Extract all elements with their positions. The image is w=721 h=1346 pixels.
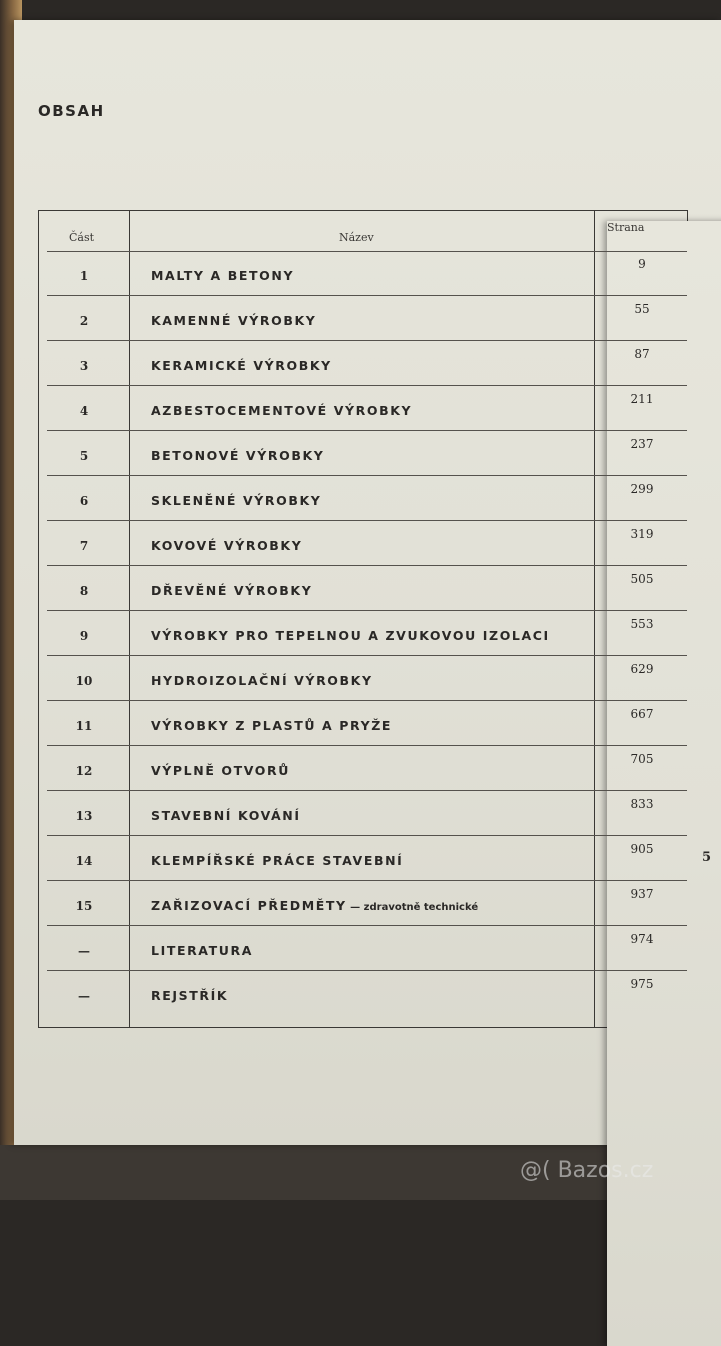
part-number: 4 [79, 404, 89, 418]
chapter-title-text: VÝROBKY Z PLASTŮ A PRYŽE [151, 718, 393, 733]
table-row [39, 251, 687, 296]
chapter-title [151, 763, 290, 778]
chapter-title [151, 403, 412, 418]
part-number: 2 [79, 314, 89, 328]
page-ref: 553 [630, 617, 654, 631]
chapter-title [151, 448, 324, 463]
part-number: 5 [79, 449, 89, 463]
chapter-title-text: KOVOVÉ VÝROBKY [151, 538, 303, 553]
chapter-title [151, 988, 228, 1003]
part-number: 11 [75, 719, 93, 733]
page-title: OBSAH [38, 102, 105, 120]
chapter-title-text: KLEMPÍŘSKÉ PRÁCE STAVEBNÍ [151, 853, 404, 868]
part-number: 10 [75, 674, 93, 688]
chapter-title-text: DŘEVĚNÉ VÝROBKY [151, 583, 313, 598]
part-number: 8 [79, 584, 89, 598]
table-header [39, 211, 687, 251]
chapter-title-text: KAMENNÉ VÝROBKY [151, 313, 317, 328]
chapter-title-text: HYDROIZOLAČNÍ VÝROBKY [151, 673, 373, 688]
page-ref: 905 [630, 842, 654, 856]
chapter-title-text: ZAŘIZOVACÍ PŘEDMĚTY [151, 898, 347, 913]
chapter-title [151, 583, 312, 598]
table-row [39, 656, 687, 701]
table-row [39, 926, 687, 971]
part-number: 3 [79, 359, 89, 373]
chapter-title [151, 853, 403, 868]
chapter-title [151, 358, 332, 373]
page-ref: 667 [630, 707, 654, 721]
table-row [39, 701, 687, 746]
page-ref: 319 [630, 527, 654, 541]
page-ref: 705 [630, 752, 654, 766]
part-number: 13 [75, 809, 93, 823]
part-number: 1 [79, 269, 89, 283]
page-ref: 505 [630, 572, 654, 586]
table-row [39, 971, 687, 1016]
part-number: 7 [79, 539, 89, 553]
header-page: Strana [607, 221, 721, 1346]
page-ref: 974 [630, 932, 654, 946]
chapter-title-text: MALTY A BETONY [151, 268, 295, 283]
page-ref: 237 [630, 437, 654, 451]
table-row [39, 431, 687, 476]
part-number: — [78, 989, 90, 1003]
chapter-title-text: BETONOVÉ VÝROBKY [151, 448, 325, 463]
chapter-title [151, 628, 550, 643]
header-part: Část [69, 231, 95, 244]
page-ref: 629 [630, 662, 654, 676]
page-ref: 9 [638, 257, 646, 271]
part-number: 14 [75, 854, 93, 868]
chapter-title-text: REJSTŘÍK [151, 988, 229, 1003]
table-row [39, 791, 687, 836]
chapter-title-text: AZBESTOCEMENTOVÉ VÝROBKY [151, 403, 413, 418]
page-ref: 211 [630, 392, 654, 406]
table-row [39, 476, 687, 521]
page-ref: 55 [634, 302, 650, 316]
table-row [39, 386, 687, 431]
watermark: @( Bazos.cz [520, 1158, 654, 1183]
chapter-title-text: STAVEBNÍ KOVÁNÍ [151, 808, 301, 823]
part-number: 15 [75, 899, 93, 913]
chapter-title [151, 898, 478, 913]
table-row [39, 611, 687, 656]
table-of-contents [38, 210, 688, 1028]
table-row [39, 341, 687, 386]
chapter-title [151, 493, 321, 508]
table-row [39, 836, 687, 881]
chapter-title-text: SKLENĚNÉ VÝROBKY [151, 493, 322, 508]
chapter-title-text: VÝPLNĚ OTVORŮ [151, 763, 291, 778]
header-name: Název [339, 231, 374, 244]
table-row [39, 521, 687, 566]
part-number: 6 [79, 494, 89, 508]
page-number: 5 [702, 850, 712, 865]
chapter-title [151, 268, 294, 283]
table-row [39, 881, 687, 926]
chapter-title-text: KERAMICKÉ VÝROBKY [151, 358, 332, 373]
page-ref: 299 [630, 482, 654, 496]
part-number: — [78, 944, 90, 958]
chapter-title [151, 313, 316, 328]
chapter-title-text: LITERATURA [151, 943, 253, 958]
chapter-subtitle: — zdravotně technické [346, 902, 479, 913]
table-row [39, 746, 687, 791]
table-row [39, 296, 687, 341]
chapter-title [151, 538, 302, 553]
chapter-title [151, 673, 373, 688]
page-ref: 975 [630, 977, 654, 991]
part-number: 12 [75, 764, 93, 778]
chapter-title [151, 943, 253, 958]
page-ref: 87 [634, 347, 650, 361]
chapter-title-text: VÝROBKY PRO TEPELNOU A ZVUKOVOU IZOLACI [151, 628, 550, 643]
chapter-title [151, 718, 392, 733]
part-number: 9 [79, 629, 89, 643]
table-row [39, 566, 687, 611]
book-page [14, 20, 721, 1145]
page-ref: 937 [630, 887, 654, 901]
page-ref: 833 [630, 797, 654, 811]
chapter-title [151, 808, 301, 823]
